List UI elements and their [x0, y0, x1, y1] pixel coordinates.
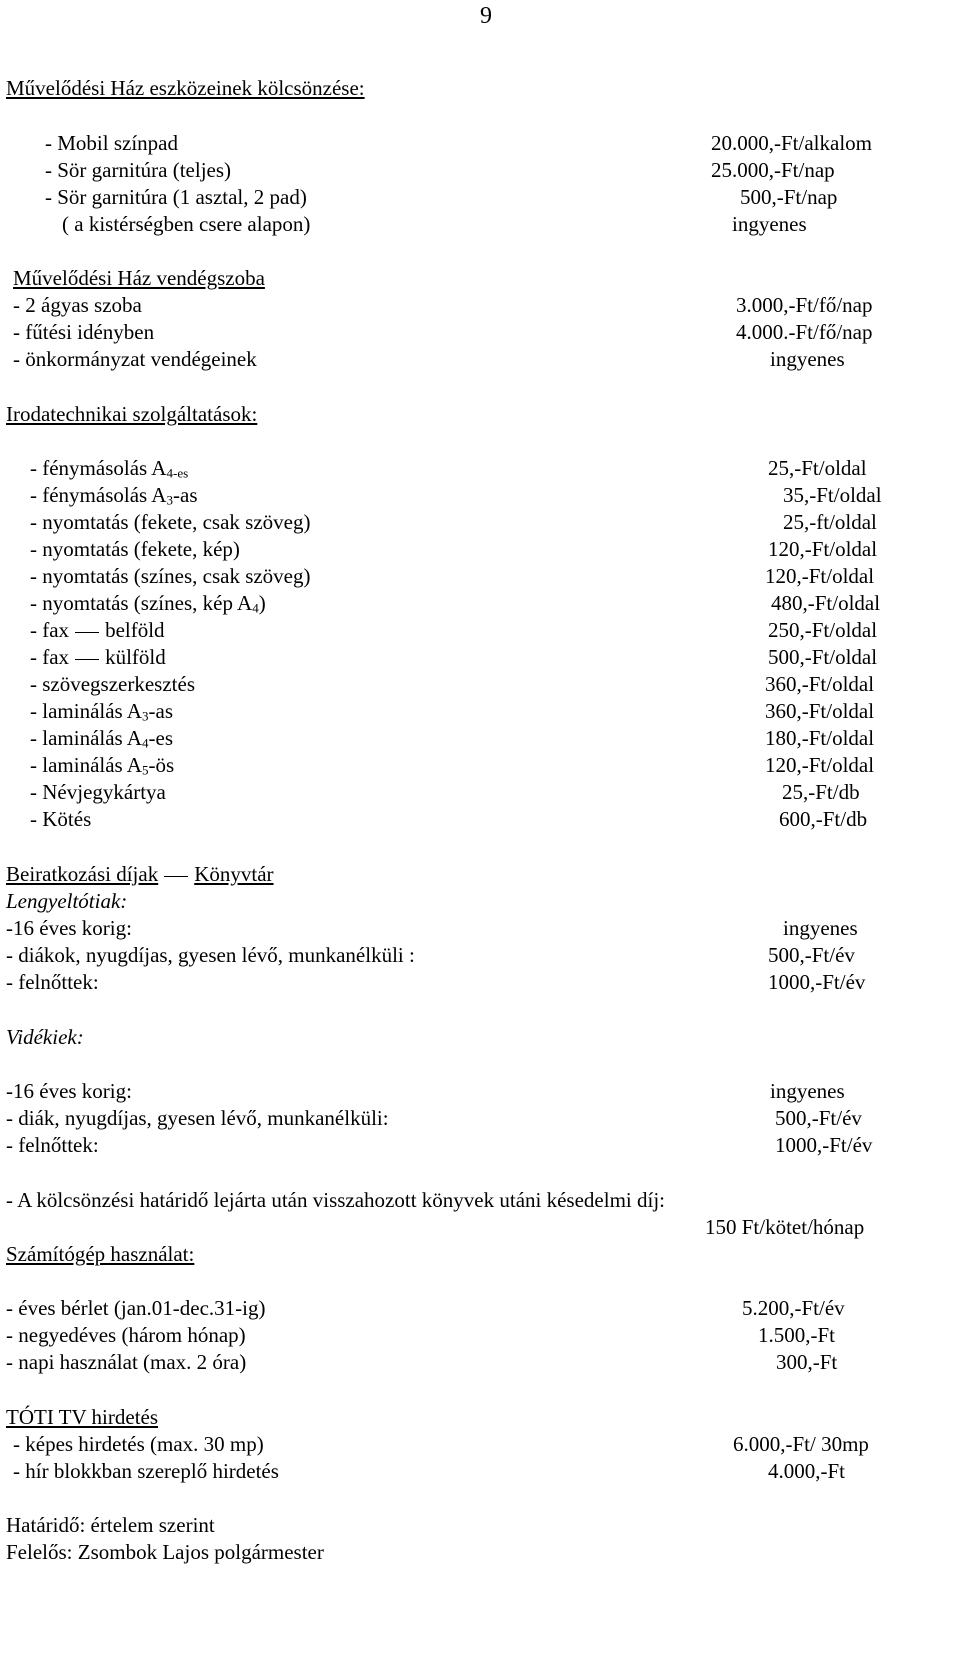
row-label: - Névjegykártya	[30, 780, 166, 804]
row-label: - nyomtatás (fekete, csak szöveg)	[30, 510, 311, 534]
row-value: 1000,-Ft/év	[768, 970, 866, 994]
row-label: - Kötés	[30, 807, 92, 831]
row-label: - szövegszerkesztés	[30, 672, 196, 696]
page-number: 9	[480, 3, 492, 29]
row-label: - fénymásolás $A_{4-es}$	[30, 456, 189, 481]
row-label: ( a kistérségben csere alapon)	[62, 212, 311, 236]
section-title-konyvtar: Beiratkozási díjak Könyvtár	[6, 862, 274, 886]
row-value: 1.500,-Ft	[758, 1323, 836, 1347]
row-value: 120,-Ft/oldal	[768, 537, 878, 561]
row-value: 25,-Ft/oldal	[768, 456, 867, 480]
row-value: 4.000.-Ft/fő/nap	[736, 320, 873, 344]
hatarido: Határidő: értelem szerint	[6, 1513, 215, 1537]
felelos: Felelős: Zsombok Lajos polgármester	[6, 1540, 324, 1564]
row-value: 250,-Ft/oldal	[768, 618, 878, 642]
row-value: 500,-Ft/nap	[740, 185, 838, 209]
row-value: 25,-ft/oldal	[783, 510, 877, 534]
row-value: 35,-Ft/oldal	[783, 483, 882, 507]
row-label: - nyomtatás (színes, csak szöveg)	[30, 564, 311, 588]
row-label: - hír blokkban szereplő hirdetés	[13, 1459, 279, 1483]
row-value: 480,-Ft/oldal	[771, 591, 881, 615]
section-title-vendegszoba: Művelődési Ház vendégszoba	[13, 266, 265, 290]
section-title-toti-tv: TÓTI TV hirdetés	[6, 1405, 159, 1429]
section-title-szamitogep: Számítógép használat:	[6, 1242, 195, 1266]
row-value: 600,-Ft/db	[779, 807, 868, 831]
row-value: 300,-Ft	[776, 1350, 838, 1374]
section-title-irodatechnika: Irodatechnikai szolgáltatások:	[6, 402, 258, 426]
row-label: - napi használat (max. 2 óra)	[6, 1350, 247, 1374]
row-label: - laminálás $A_4-es$	[30, 726, 173, 751]
row-value: 500,-Ft/oldal	[768, 645, 878, 669]
row-value: 20.000,-Ft/alkalom	[711, 131, 872, 155]
row-value: ingyenes	[783, 916, 858, 940]
row-label: - diák, nyugdíjas, gyesen lévő, munkanélküli:	[6, 1106, 389, 1130]
row-label: -16 éves korig:	[6, 1079, 132, 1103]
subtitle-videkiek: Vidékiek:	[6, 1025, 84, 1049]
row-label: - laminálás $A_5-ös$	[30, 753, 175, 778]
row-label: - fax belföld	[30, 618, 165, 642]
row-value: 500,-Ft/év	[768, 943, 855, 967]
row-value: 25.000,-Ft/nap	[711, 158, 835, 182]
row-label: - Sör garnitúra (teljes)	[45, 158, 232, 182]
row-label: - Mobil színpad	[45, 131, 178, 155]
dash-separator	[164, 876, 188, 877]
dash-separator	[75, 659, 99, 660]
row-label: - nyomtatás (színes, kép $A_4$)	[30, 591, 266, 616]
row-label: - nyomtatás (fekete, kép)	[30, 537, 240, 561]
row-value: 25,-Ft/db	[782, 780, 860, 804]
kesedelmi-dij-value: 150 Ft/kötet/hónap	[705, 1215, 865, 1239]
row-label: - fűtési idényben	[13, 320, 155, 344]
row-value: ingyenes	[770, 347, 845, 371]
row-label: - felnőttek:	[6, 1133, 99, 1157]
row-value: 4.000,-Ft	[768, 1459, 846, 1483]
row-label: - negyedéves (három hónap)	[6, 1323, 246, 1347]
row-value: ingyenes	[732, 212, 807, 236]
row-value: 6.000,-Ft/ 30mp	[733, 1432, 869, 1456]
row-value: 360,-Ft/oldal	[765, 672, 875, 696]
row-value: 360,-Ft/oldal	[765, 699, 875, 723]
row-label: - Sör garnitúra (1 asztal, 2 pad)	[45, 185, 307, 209]
row-label: -16 éves korig:	[6, 916, 132, 940]
row-value: 1000,-Ft/év	[775, 1133, 873, 1157]
row-label: - diákok, nyugdíjas, gyesen lévő, munkanélküli :	[6, 943, 415, 967]
row-label: - fénymásolás $A_3-as$	[30, 483, 198, 508]
row-value: 180,-Ft/oldal	[765, 726, 875, 750]
row-value: 5.200,-Ft/év	[742, 1296, 845, 1320]
row-label: - laminálás $A_3-as$	[30, 699, 173, 724]
section-title-eszkozok: Művelődési Ház eszközeinek kölcsönzése:	[6, 76, 365, 100]
row-label: - felnőttek:	[6, 970, 99, 994]
subtitle-lengyeltotiak: Lengyeltótiak:	[6, 889, 128, 913]
row-label: - 2 ágyas szoba	[13, 293, 142, 317]
row-value: ingyenes	[770, 1079, 845, 1103]
kesedelmi-dij-label: - A kölcsönzési határidő lejárta után visszahozott könyvek utáni késedelmi díj:	[6, 1188, 665, 1212]
dash-separator	[75, 632, 99, 633]
row-label: - éves bérlet (jan.01-dec.31-ig)	[6, 1296, 266, 1320]
row-value: 120,-Ft/oldal	[765, 564, 875, 588]
row-value: 500,-Ft/év	[775, 1106, 862, 1130]
row-value: 120,-Ft/oldal	[765, 753, 875, 777]
row-label: - fax külföld	[30, 645, 166, 669]
row-label: - önkormányzat vendégeinek	[13, 347, 257, 371]
row-value: 3.000,-Ft/fő/nap	[736, 293, 873, 317]
row-label: - képes hirdetés (max. 30 mp)	[13, 1432, 264, 1456]
